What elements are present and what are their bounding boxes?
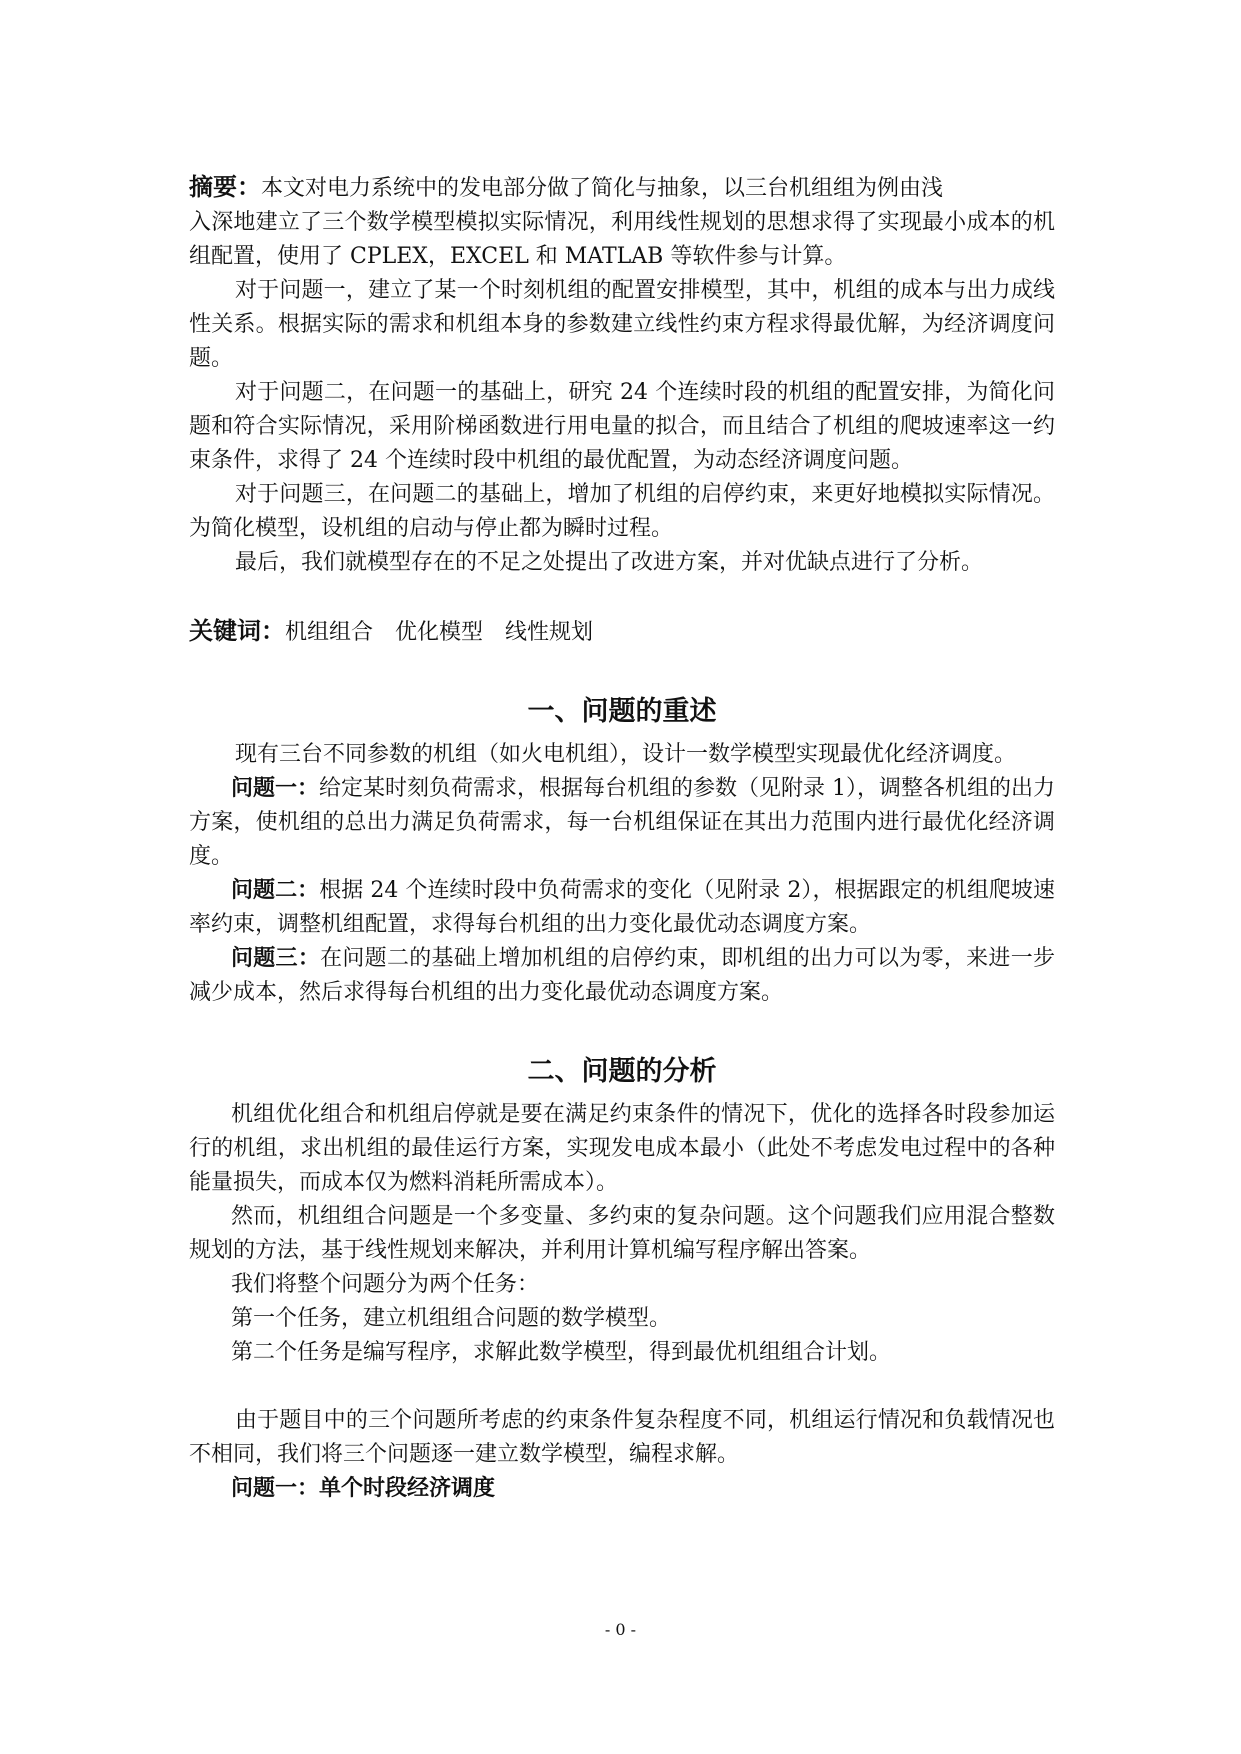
- paragraph-spacer: [189, 1370, 1055, 1404]
- question-3-text: 在问题二的基础上增加机组的启停约束，即机组的出力可以为零，来进一步减少成本，然后求得每台机组的出力变化最优动态调度方案。: [189, 946, 1055, 1005]
- keyword-item: 机组组合: [285, 620, 374, 645]
- keyword-item: 优化模型: [395, 620, 484, 645]
- restatement-question-1: [189, 772, 1055, 874]
- restatement-question-2: [189, 874, 1055, 942]
- restatement-intro: 现有三台不同参数的机组（如火电机组），设计一数学模型实现最优化经济调度。: [235, 742, 1017, 767]
- abstract-problem-3: 对于问题三，在问题二的基础上，增加了机组的启停约束，来更好地模拟实际情况。为简化模型，设机组的启动与停止都为瞬时过程。: [189, 482, 1055, 541]
- abstract-conclusion: 最后，我们就模型存在的不足之处提出了改进方案，并对优缺点进行了分析。: [235, 550, 984, 575]
- analysis-paragraph-1: 机组优化组合和机组启停就是要在满足约束条件的情况下，优化的选择各时段参加运行的机组，求出机组的最佳运行方案，实现发电成本最小（此处不考虑发电过程中的各种能量损失，而成本仅为燃料消耗所需成本）。: [189, 1102, 1055, 1195]
- question-1-text: 给定某时刻负荷需求，根据每台机组的参数（见附录 1），调整各机组的出力方案，使机组的总出力满足负荷需求，每一台机组保证在其出力范围内进行最优化经济调度。: [189, 776, 1056, 869]
- question-2-label: 问题二：: [231, 878, 320, 903]
- analysis-paragraph-2: 然而，机组组合问题是一个多变量、多约束的复杂问题。这个问题我们应用混合整数规划的方法，基于线性规划来解决，并利用计算机编写程序解出答案。: [189, 1204, 1055, 1263]
- keyword-item: 线性规划: [505, 620, 594, 645]
- section-heading-analysis: 二、问题的分析: [527, 1056, 717, 1087]
- keywords-label: 关键词：: [189, 617, 285, 645]
- question-1-label: 问题一：: [231, 776, 320, 801]
- page-number: - 0 -: [604, 1620, 637, 1639]
- question-3-label: 问题三：: [231, 946, 321, 971]
- abstract-first-line: [189, 166, 1055, 210]
- analysis-subheading: [189, 1472, 1055, 1506]
- abstract-label: 摘要：: [189, 173, 261, 201]
- analysis-paragraph-6: 由于题目中的三个问题所考虑的约束条件复杂程度不同，机组运行情况和负载情况也不相同，我们将三个问题逐一建立数学模型，编程求解。: [189, 1408, 1055, 1467]
- subheading-text: 问题一：单个时段经济调度: [231, 1476, 496, 1501]
- question-2-text: 根据 24 个连续时段中负荷需求的变化（见附录 2），根据跟定的机组爬坡速率约束，调整机组配置，求得每台机组的出力变化最优动态调度方案。: [189, 878, 1055, 937]
- section-heading-restatement: 一、问题的重述: [527, 696, 717, 727]
- abstract-problem-2: 对于问题二，在问题一的基础上，研究 24 个连续时段的机组的配置安排，为简化问题和符合实际情况，采用阶梯函数进行用电量的拟合，而且结合了机组的爬坡速率这一约束条件，求得了 24 个连续时段中机组的最优配置，为动态经济调度问题。: [189, 380, 1055, 473]
- analysis-paragraph-3: 我们将整个问题分为两个任务：: [231, 1272, 540, 1297]
- analysis-paragraph-5: 第二个任务是编写程序，求解此数学模型，得到最优机组组合计划。: [231, 1340, 892, 1365]
- abstract-problem-1: 对于问题一，建立了某一个时刻机组的配置安排模型，其中，机组的成本与出力成线性关系。根据实际的需求和机组本身的参数建立线性约束方程求得最优解，为经济调度问题。: [189, 278, 1055, 371]
- page-content: [189, 166, 1055, 1506]
- abstract-text-1: 本文对电力系统中的发电部分做了简化与抽象，以三台机组组为例由浅: [261, 176, 944, 201]
- restatement-question-3: [189, 942, 1055, 1010]
- analysis-paragraph-4: 第一个任务，建立机组组合问题的数学模型。: [231, 1306, 672, 1331]
- abstract-text-2: 入深地建立了三个数学模型模拟实际情况，利用线性规划的思想求得了实现最小成本的机组配置，使用了 CPLEX，EXCEL 和 MATLAB 等软件参与计算。: [189, 210, 1055, 269]
- keywords-line: [189, 614, 1055, 650]
